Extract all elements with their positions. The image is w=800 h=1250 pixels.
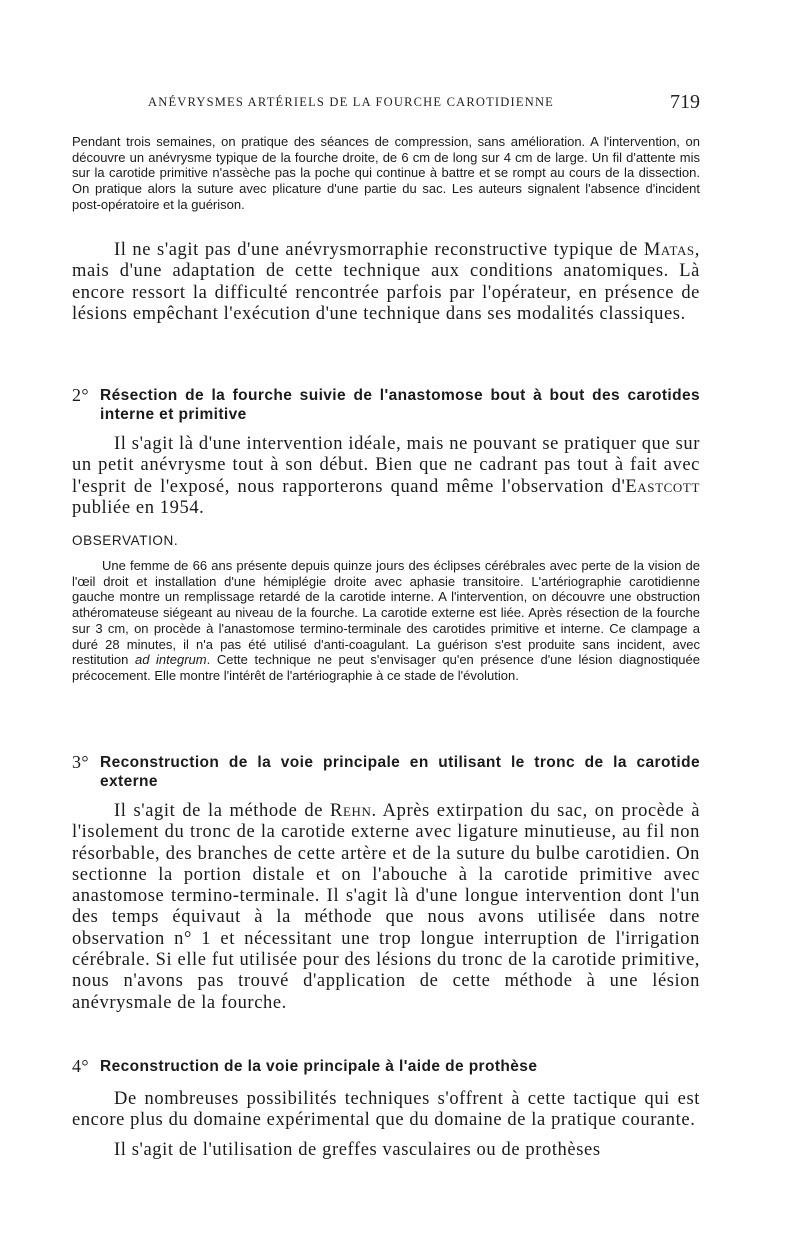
observation-italic: ad integrum [134, 652, 207, 668]
section-4-paragraph-b: Il s'agit de l'utilisation de greffes vasculaires ou de prothèses [114, 1139, 601, 1160]
paragraph-1 [72, 240, 700, 325]
running-title: ANÉVRYSMES ARTÉRIELS DE LA FOURCHE CAROTIDIENNE [148, 95, 555, 109]
author-name-matas: Matas [643, 240, 695, 260]
intro-note: Pendant trois semaines, on pratique des séances de compression, sans amélioration. A l'intervention, on découvre un anévrysme typique de la fourche droite, de 6 cm de long sur 4 cm de large. Un fil d'attente mis sur la carotide primitive n'assèche pas la poche qui continue à battre et se rompt au cours de la dissection. On pratique alors la suture avec plicature d'une partie du sac. Les auteurs signalent l'absence d'incident post-opératoire et la guérison. [72, 134, 700, 212]
intro-note-block [72, 134, 700, 213]
section-3-paragraph [72, 801, 700, 1014]
section-3 [72, 753, 700, 1014]
section-4 [72, 1057, 700, 1161]
section-3-text-after: . Après extirpation du sac, on procède à l'isolement du tronc de la carotide externe avec ligature minutieuse, au fil non résorbable, des branches de cette artère et de la suture du bulbe carotidien. On sectionne la portion distale et on l'abouche à la carotide primitive avec anastomose termino-terminale. Il s'agit là d'une longue intervention dont l'un des temps équivaut à la méthode que nous avons utilisée dans notre observation n° 1 et nécessitant une trop longue interruption de l'irrigation cérébrale. Si elle fut utilisée pour des lésions du tronc de la carotide primitive, nous n'avons pas trouvé d'application de cette méthode à une lésion anévrysmale de la fourche. [72, 801, 701, 1013]
section-4-paragraph-a: De nombreuses possibilités techniques s'offrent à cette tactique qui est encore plus du domaine expérimental que du domaine de la pratique courante. [72, 1089, 700, 1131]
section-2-text-before: Il s'agit là d'une intervention idéale, mais ne pouvant se pratiquer que sur un petit anévrysme tout à son début. Bien que ne cadrant pas tout à fait avec l'esprit de l'exposé, nous rapporterons quand même l'observation d' [72, 434, 700, 497]
observation-label: OBSERVATION. [72, 533, 179, 548]
page-header [72, 93, 700, 113]
section-3-text-before: Il s'agit de la méthode de [114, 801, 330, 821]
section-3-title [72, 753, 700, 791]
observation-block [72, 533, 700, 684]
paragraph-1-after: , mais d'une adaptation de cette technique aux conditions anatomiques. Là encore ressort la difficulté rencontrée parfois par l'opérateur, en présence de lésions empêchant l'exécution d'une technique dans ses modalités classiques. [72, 240, 700, 324]
section-3-number: 3° [72, 752, 89, 772]
paragraph-1-before: Il ne s'agit pas d'une anévrysmorraphie reconstructive typique de [114, 240, 644, 260]
section-2 [72, 386, 700, 519]
section-4-number: 4° [72, 1056, 89, 1076]
section-4-heading: Reconstruction de la voie principale à l'aide de prothèse [100, 1058, 538, 1075]
section-2-title [72, 386, 700, 424]
page-number: 719 [670, 91, 700, 113]
observation-text-after: . Cette technique ne peut s'envisager qu'en présence d'une lésion diagnostiquée précocement. Elle montre l'intérêt de l'artériographie à ce stade de l'évolution. [72, 652, 700, 683]
observation-text-before: Une femme de 66 ans présente depuis quinze jours des éclipses cérébrales avec perte de la vision de l'œil droit et installation d'une hémiplégie droite avec aphasie transitoire. L'artériographie carotidienne gauche montre un remplissage retardé de la carotide interne. A l'intervention, on découvre une obstruction athéromateuse siégeant au niveau de la fourche. La carotide externe est liée. Après résection de la fourche sur 3 cm, on procède à l'anastomose termino-terminale des carotides primitive et interne. Ce clampage a duré 28 minutes, il n'a pas été utilisé d'anti-coagulant. La guérison s'est produite sans incident, avec restitution [72, 558, 700, 668]
section-2-heading: Résection de la fourche suivie de l'anastomose bout à bout des carotides interne et primitive [100, 387, 700, 423]
section-2-paragraph [72, 434, 700, 519]
author-name-eastcott: Eastcott [625, 476, 700, 497]
paragraph-1-block [72, 240, 700, 325]
author-name-rehn: Rehn [330, 801, 372, 821]
section-4-title [72, 1057, 700, 1076]
section-3-heading: Reconstruction de la voie principale en utilisant le tronc de la carotide externe [100, 754, 700, 790]
section-2-number: 2° [72, 385, 89, 405]
section-2-text-after: publiée en 1954. [72, 497, 205, 518]
observation-text [72, 558, 700, 684]
